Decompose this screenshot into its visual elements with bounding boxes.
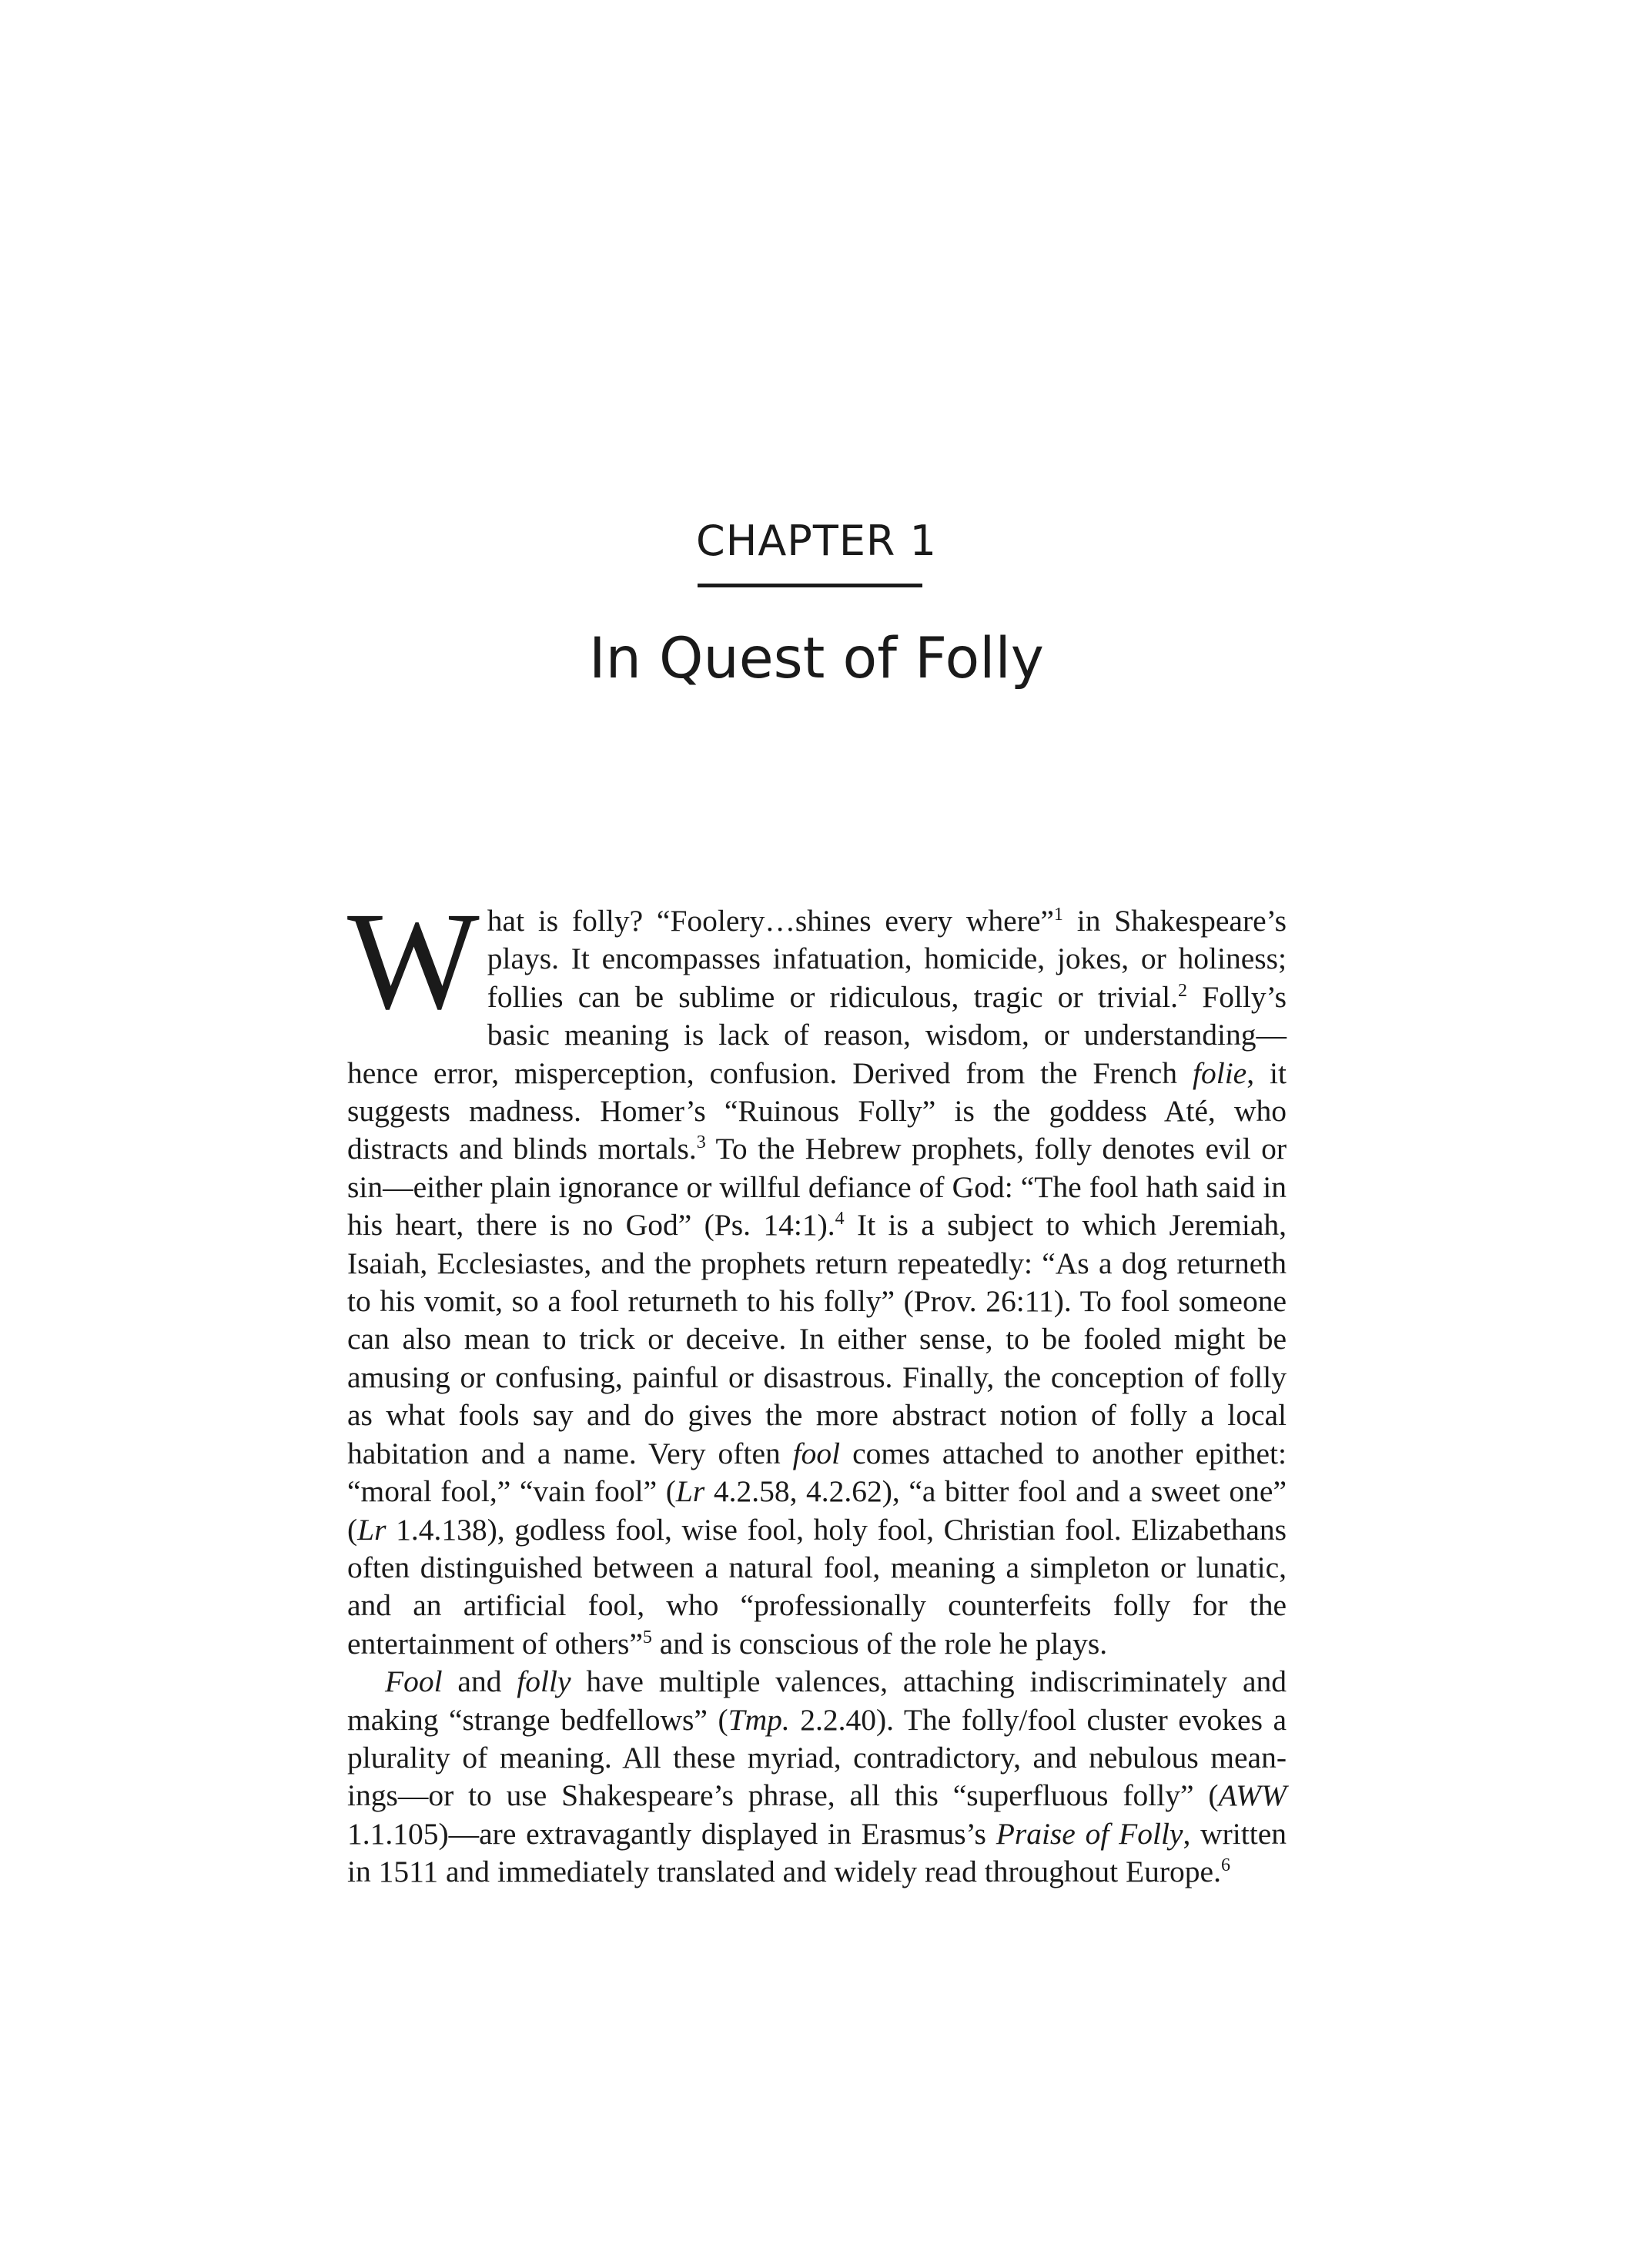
footnote-ref-6: 6 [1220, 1855, 1230, 1875]
text-run: Folly’s basic meaning is lack of reason, wisdom, or understanding—hence error, misperception, confusion. Derived from the French [347, 979, 1287, 1090]
text-run: , written in 1511 and immediately translated and widely read throughout Europe. [347, 1816, 1287, 1889]
text-run: 2.2.40). The folly/fool cluster evokes a plurality of meaning. All these myriad, contradictory, and nebulous meanings—or to use Shakespeare’s phrase, all this “superfluous folly” ( [347, 1702, 1287, 1813]
text-run: To the Hebrew prophets, folly denotes evil or sin—either plain ignorance or willful defiance of God: “The fool hath said in his heart, there is no God” (Ps. 14:1). [347, 1132, 1287, 1243]
text-run: comes attached to another epithet: “moral fool,” “vain fool” ( [347, 1436, 1287, 1509]
paragraph-1 [347, 884, 1287, 1663]
italic-citation: AWW [1218, 1778, 1287, 1813]
text-run: in Shakespeare’s plays. It encompasses infatuation, homicide, jokes, or holiness; follies can be sublime or ridiculous, tragic or trivial. [487, 904, 1287, 1014]
footnote-ref-3: 3 [696, 1132, 706, 1153]
italic-term: folie [1193, 1055, 1247, 1090]
chapter-label: CHAPTER 1 [696, 517, 937, 565]
text-run: have multiple valences, attaching indiscriminately and making “strange bedfellows” ( [347, 1664, 1287, 1737]
chapter-body [347, 884, 1287, 1892]
italic-citation: Lr [357, 1512, 386, 1547]
text-run: hat is folly? “Foolery…shines every where” [487, 904, 1054, 938]
paragraph-2 [347, 1663, 1287, 1891]
italic-citation: Lr [675, 1474, 705, 1509]
text-run: 4.2.58, 4.2.62), “a bitter fool and a sweet one” ( [347, 1474, 1287, 1547]
text-run: It is a subject to which Jeremiah, Isaiah, Ecclesiastes, and the prophets return repeatedly: “As a dog returneth to his vomit, so a fool returneth to his folly” (Prov. 26:11). To fool someone can also mean to trick or deceive. In either sense, to be fooled might be amusing or confusing, painful or disastrous. Finally, the conception of folly as what fools say and do gives the more abstract notion of folly a local habitation and a name. Very often [347, 1208, 1287, 1470]
footnote-ref-5: 5 [642, 1627, 652, 1647]
footnote-ref-4: 4 [835, 1209, 845, 1229]
italic-term: fool [792, 1436, 841, 1470]
text-run: and [442, 1664, 517, 1699]
italic-book-title: Praise of Folly [996, 1816, 1183, 1851]
drop-cap: W [347, 884, 480, 1039]
text-run: 1.4.138), godless fool, wise fool, holy fool, Christian fool. Elizabethans often distinguished between a natural fool, meaning a simpleton or lunatic, and an artificial fool, who “professionally counterfeits folly for the entertainment of others” [347, 1512, 1287, 1661]
chapter-title: In Quest of Folly [589, 626, 1044, 691]
footnote-ref-2: 2 [1178, 980, 1188, 1001]
text-run: , it suggests madness. Homer’s “Ruinous Folly” is the goddess Até, who distracts and blinds mortals. [347, 1055, 1287, 1166]
italic-term: Fool [385, 1664, 443, 1699]
text-run: 1.1.105)—are extravagantly displayed in Erasmus’s [347, 1816, 996, 1851]
chapter-rule-divider [698, 584, 922, 587]
italic-citation: Tmp. [728, 1702, 790, 1737]
text-run: and is conscious of the role he plays. [651, 1626, 1108, 1661]
italic-term: folly [517, 1664, 571, 1699]
footnote-ref-1: 1 [1053, 904, 1063, 925]
